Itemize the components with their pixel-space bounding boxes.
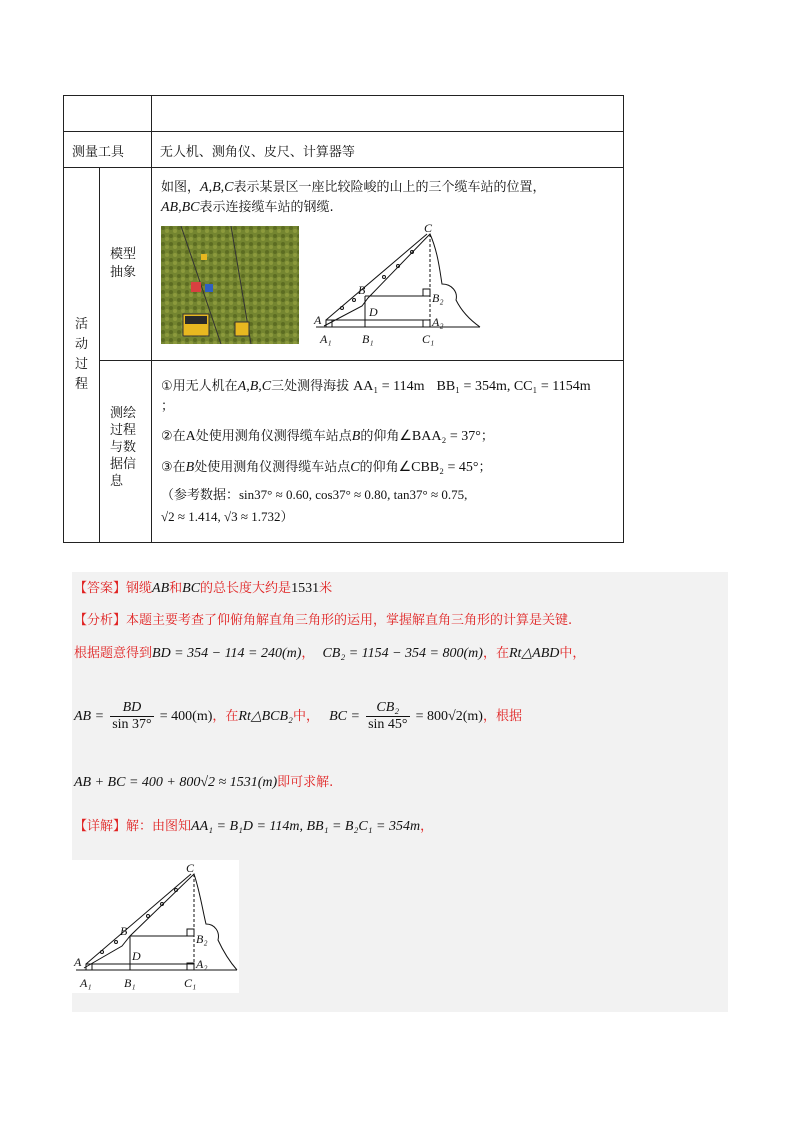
math-text: B <box>185 460 195 475</box>
math-text: A <box>185 429 196 444</box>
label-A2: A₂ <box>196 957 208 971</box>
text: 表示某景区一座比较险峻的山上的三个缆车站的位置， <box>233 180 546 195</box>
analysis-intro <box>74 609 572 628</box>
text: ③在 <box>161 460 186 475</box>
math-text: Rt△BCB₂ <box>238 709 293 724</box>
detail-tag: 【详解】 <box>74 819 127 834</box>
label-D: D <box>132 949 141 963</box>
reference-data-1: （参考数据：sin37° ≈ 0.60, cos37° ≈ 0.80, tan37° ≈ 0.75, <box>161 487 468 502</box>
label-D: D <box>369 305 378 319</box>
math-text: ∠CBB₂ = 45° <box>398 460 479 475</box>
text: 解：由图知 <box>126 819 192 834</box>
tool-label: 测量工具 <box>64 132 152 168</box>
label-B2: B₂ <box>432 291 444 305</box>
math-text: ∠BAA₂ = 37° <box>399 429 481 444</box>
measure-label: 测绘过程与数据信息 <box>109 406 136 489</box>
math-text: AA₁ = B₁D = 114m, BB₁ = B₂C₁ = 354m <box>191 819 421 834</box>
text: 和 <box>169 581 183 596</box>
text: ①用无人机在 <box>161 379 238 394</box>
math-text: AB,BC <box>161 200 200 215</box>
label-A: A <box>314 313 322 327</box>
text: 三处测得海拔 <box>271 379 350 394</box>
answer-value: 1531 <box>291 581 320 596</box>
math-text: B <box>351 429 361 444</box>
text: ，在 <box>482 646 509 661</box>
text: 的仰角 <box>360 429 400 444</box>
text: ，在 <box>212 709 239 724</box>
text: ②在 <box>161 429 186 444</box>
cable-car-photo <box>161 226 299 344</box>
math-text: CB₂ = 1154 − 354 = 800(m) <box>322 646 483 661</box>
text: ， <box>420 819 434 834</box>
label-A2: A₂ <box>432 315 444 329</box>
table-cell <box>151 96 623 132</box>
text: 如图， <box>161 180 201 195</box>
fraction <box>110 700 153 733</box>
mountain-diagram <box>312 222 484 347</box>
table-row <box>64 132 624 168</box>
analysis-line3 <box>74 700 522 733</box>
measure-line1-end: ； <box>161 399 175 414</box>
text: 米 <box>319 581 333 596</box>
denominator: sin 37° <box>112 717 152 732</box>
text: ； <box>480 429 494 444</box>
text: 中， <box>559 646 586 661</box>
text: 的仰角 <box>359 460 399 475</box>
label-B: B <box>358 283 366 297</box>
text: 表示连接缆车站的钢缆. <box>199 200 334 215</box>
answer-line <box>74 577 332 597</box>
model-label-cell <box>99 168 151 361</box>
label-C1: C₁ <box>184 976 197 990</box>
math-text: BC = <box>329 709 360 724</box>
numerator: CB₂ <box>366 700 409 717</box>
model-text-line2 <box>161 196 334 216</box>
analysis-line2 <box>74 642 585 662</box>
text: ； <box>478 460 492 475</box>
numerator: BD <box>110 700 153 717</box>
analysis-line4 <box>74 771 333 791</box>
math-text: AB <box>152 581 170 596</box>
analysis-tag: 【分析】 <box>74 613 127 628</box>
math-text: = 400(m) <box>159 709 213 724</box>
math-text: = 800√2(m) <box>415 709 483 724</box>
activity-label: 活动过程 <box>74 317 88 392</box>
tool-content: 无人机、测角仪、皮尺、计算器等 <box>151 132 623 168</box>
text: ，根据 <box>482 709 522 724</box>
table-row <box>64 96 624 132</box>
text: 处使用测角仪测得缆车站点 <box>195 429 352 444</box>
text: 处使用测角仪测得缆车站点 <box>194 460 351 475</box>
math-text: BB₁ = 354m, CC₁ = 1154m <box>436 379 591 394</box>
answer-tag: 【答案】 <box>74 581 127 596</box>
table-cell <box>64 96 152 132</box>
label-C: C <box>424 222 433 235</box>
math-text: A,B,C <box>200 180 234 195</box>
measure-line1 <box>161 375 591 395</box>
text: 根据题意得到 <box>74 646 153 661</box>
label-C: C <box>186 861 195 875</box>
measure-label-cell <box>99 361 151 543</box>
reference-data-2: √2 ≈ 1.414, √3 ≈ 1.732） <box>161 509 294 524</box>
denominator: sin 45° <box>368 717 408 732</box>
label-A1: A₁ <box>80 976 92 990</box>
detail-line <box>74 815 433 835</box>
text: 钢缆 <box>126 581 153 596</box>
label-A1: A₁ <box>320 332 332 346</box>
measure-line2 <box>161 425 494 445</box>
math-text: AB = <box>74 709 105 724</box>
model-label: 模型抽象 <box>109 247 136 280</box>
math-text: BC <box>182 581 201 596</box>
text: 的总长度大约是 <box>200 581 292 596</box>
measure-line3 <box>161 456 492 476</box>
label-C1: C₁ <box>422 332 435 346</box>
label-B1: B₁ <box>124 976 136 990</box>
text: 中， <box>292 709 319 724</box>
model-text-line1 <box>161 176 545 196</box>
text: 本题主要考查了仰俯角解直角三角形的运用，掌握解直角三角形的计算是关键. <box>126 613 573 628</box>
fraction <box>366 700 409 733</box>
math-text: A,B,C <box>237 379 272 394</box>
label-B1: B₁ <box>362 332 374 346</box>
text: ， <box>301 646 315 661</box>
label-A: A <box>74 955 82 969</box>
math-text: AB + BC = 400 + 800√2 ≈ 1531(m) <box>74 775 278 790</box>
math-text: AA₁ = 114m <box>353 379 425 394</box>
text: 即可求解. <box>277 775 334 790</box>
math-text: BD = 354 − 114 = 240(m) <box>152 646 302 661</box>
activity-label-cell <box>64 168 100 543</box>
math-text: Rt△ABD <box>508 646 560 661</box>
math-text: C <box>350 460 360 475</box>
solution-diagram <box>72 860 239 993</box>
label-B2: B₂ <box>196 932 208 946</box>
label-B: B <box>120 924 128 938</box>
